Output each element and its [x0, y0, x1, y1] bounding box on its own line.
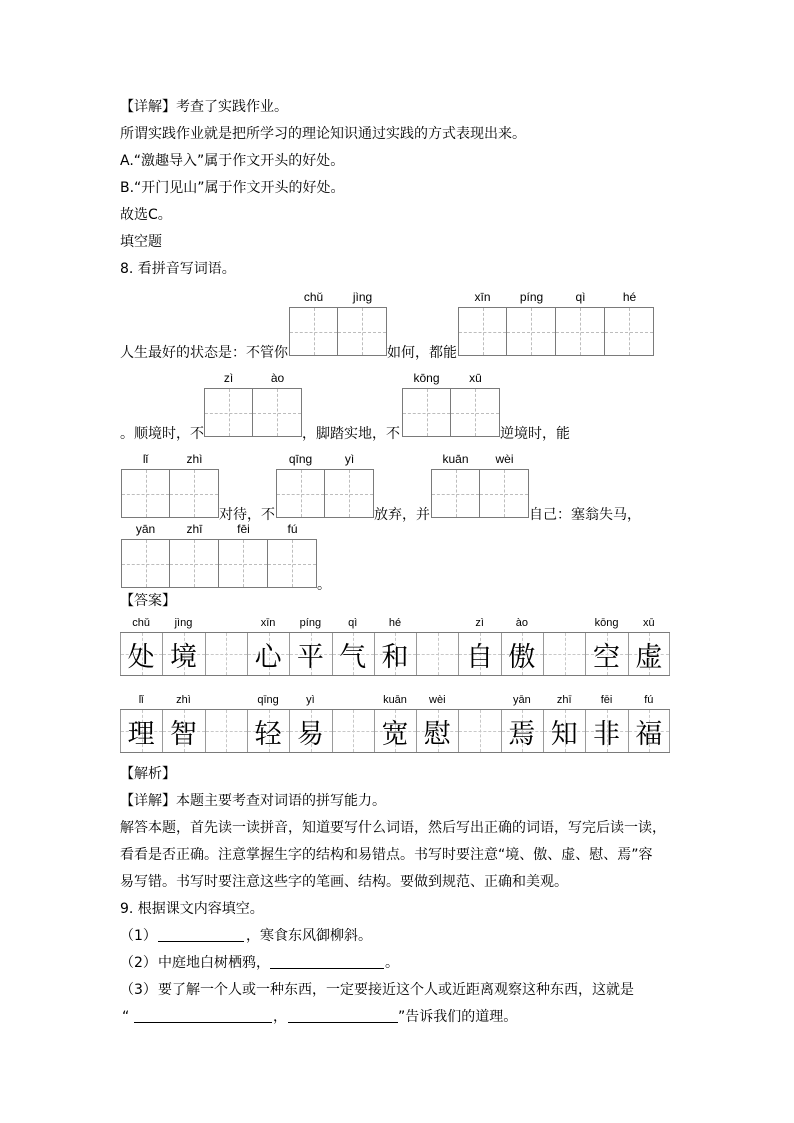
pinyin: kuān [442, 452, 469, 466]
pinyin: hé [622, 290, 637, 304]
answer-cell [332, 710, 374, 752]
answer-pinyin: zì [475, 617, 484, 629]
item-text: ”告诉我们的道理。 [398, 1009, 518, 1025]
analysis-paragraph: 看看是否正确。注意掌握生字的结构和易错点。书写时要注意“境、傲、虚、慰、焉”容 [120, 847, 653, 863]
pinyin: yì [344, 452, 355, 466]
sentence-part: ，脚踏实地，不 [302, 426, 400, 442]
question-8-title: 8. 看拼音写词语。 [120, 261, 236, 277]
writing-grid[interactable] [276, 469, 374, 518]
sentence-part: 自己：塞翁失马， [529, 507, 641, 523]
sentence-part: 逆境时，能 [500, 426, 570, 442]
item-number: （1） [120, 928, 157, 944]
sentence-part: 对待，不 [219, 507, 275, 523]
answer-cell [543, 633, 585, 675]
sentence-end: 。 [317, 577, 331, 593]
pinyin: fēi [237, 522, 250, 536]
answer-pinyin: qì [348, 617, 358, 629]
answer-cell [205, 633, 247, 675]
answer-pinyin: kuān [383, 694, 407, 706]
answer-blank[interactable] [288, 1022, 398, 1023]
answer-character: 平 [296, 641, 324, 673]
answer-cell [205, 710, 247, 752]
item-text: 。 [385, 955, 399, 971]
pinyin: yān [135, 522, 156, 536]
item-text: 要了解一个人或一种东西，一定要接近这个人或近距离观察这种东西，这就是 [158, 982, 634, 998]
answer-pinyin: xū [643, 617, 655, 629]
answer-character: 智 [169, 718, 197, 750]
answer-pinyin: chǔ [132, 617, 151, 629]
writing-grid[interactable] [121, 469, 219, 518]
answer-pinyin: qīng [257, 694, 279, 706]
answer-pinyin: wèi [429, 694, 446, 706]
answer-choice: 故选C。 [120, 207, 172, 223]
answer-character: 处 [127, 641, 155, 673]
answer-blank[interactable] [134, 1022, 272, 1023]
answer-pinyin: xīn [260, 617, 276, 629]
answer-pinyin: zhì [176, 694, 191, 706]
answer-cell [458, 710, 500, 752]
pinyin: wèi [495, 452, 514, 466]
answer-grid-row [120, 709, 670, 753]
pinyin: qīng [288, 452, 313, 466]
detail-line: 【详解】考查了实践作业。 [120, 99, 288, 115]
option-a: A.“激趣导入”属于作文开头的好处。 [120, 153, 345, 169]
answer-pinyin: ào [515, 617, 529, 629]
writing-grid[interactable] [121, 539, 317, 588]
pinyin: zì [223, 371, 234, 385]
item-text: ，寒食东风御柳斜。 [246, 928, 372, 944]
analysis-label: 【解析】 [120, 766, 176, 782]
pinyin: píng [519, 290, 544, 304]
answer-character: 空 [593, 641, 621, 673]
pinyin: chǔ [303, 290, 324, 304]
pinyin: xīn [474, 290, 491, 304]
pinyin: ào [270, 371, 285, 385]
pinyin: qì [575, 290, 586, 304]
answer-pinyin: zhī [556, 694, 572, 706]
answer-pinyin: yān [513, 694, 531, 706]
sentence-part: 人生最好的状态是：不管你 [120, 345, 288, 361]
answer-blank[interactable] [270, 968, 384, 969]
analysis-detail: 【详解】本题主要考查对词语的拼写能力。 [120, 793, 386, 809]
answer-character: 理 [127, 718, 155, 750]
answer-pinyin: kōng [594, 617, 619, 629]
answer-character: 傲 [508, 641, 536, 673]
comma: ， [273, 1009, 287, 1025]
answer-pinyin: fēi [600, 694, 613, 706]
answer-pinyin: yì [306, 694, 315, 706]
pinyin: jìng [352, 290, 373, 304]
answer-character: 焉 [508, 718, 536, 750]
pinyin: lǐ [142, 452, 149, 466]
writing-grid[interactable] [431, 469, 529, 518]
answer-character: 慰 [423, 718, 451, 750]
answer-grid-row [120, 632, 670, 676]
answer-pinyin: píng [299, 617, 322, 629]
answer-character: 虚 [635, 641, 663, 673]
pinyin: fú [287, 522, 298, 536]
pinyin: kōng [413, 371, 440, 385]
answer-pinyin: jìng [174, 617, 193, 629]
sentence-part: 。顺境时，不 [120, 426, 204, 442]
item-number: （3） [120, 982, 157, 998]
answer-character: 气 [339, 641, 367, 673]
analysis-paragraph: 解答本题，首先读一读拼音，知道要写什么词语，然后写出正确的词语，写完后读一读， [120, 820, 666, 836]
answer-pinyin: fú [644, 694, 654, 706]
pinyin: zhì [186, 452, 203, 466]
answer-character: 和 [381, 641, 409, 673]
item-text: 中庭地白树栖鸦， [158, 955, 270, 971]
question-9-title: 9. 根据课文内容填空。 [120, 901, 264, 917]
pinyin: xū [469, 371, 482, 385]
answer-pinyin: hé [388, 617, 402, 629]
answer-character: 境 [169, 641, 197, 673]
pinyin: zhī [186, 522, 203, 536]
writing-grid[interactable] [458, 307, 654, 356]
answer-pinyin: lǐ [138, 694, 144, 706]
writing-grid[interactable] [204, 388, 302, 437]
item-number: （2） [120, 955, 157, 971]
answer-character: 福 [635, 718, 663, 750]
sentence-part: 如何，都能 [387, 345, 457, 361]
analysis-paragraph: 易写错。书写时要注意这些字的笔画、结构。要做到规范、正确和美观。 [120, 874, 568, 890]
answer-character: 自 [466, 641, 494, 673]
section-title: 填空题 [120, 234, 162, 250]
answer-character: 轻 [254, 718, 282, 750]
option-b: B.“开门见山”属于作文开头的好处。 [120, 180, 345, 196]
answer-character: 宽 [381, 718, 409, 750]
sentence-part: 放弃，并 [374, 507, 430, 523]
answer-cell [416, 633, 458, 675]
answer-label: 【答案】 [120, 593, 176, 609]
answer-character: 知 [550, 718, 578, 750]
writing-grid[interactable] [402, 388, 500, 437]
explanation-line: 所谓实践作业就是把所学习的理论知识通过实践的方式表现出来。 [120, 126, 526, 142]
writing-grid[interactable] [289, 307, 387, 356]
answer-character: 非 [593, 718, 621, 750]
quote-open: “ [122, 1009, 130, 1025]
answer-blank[interactable] [158, 941, 244, 942]
answer-character: 易 [296, 718, 324, 750]
answer-character: 心 [254, 641, 282, 673]
